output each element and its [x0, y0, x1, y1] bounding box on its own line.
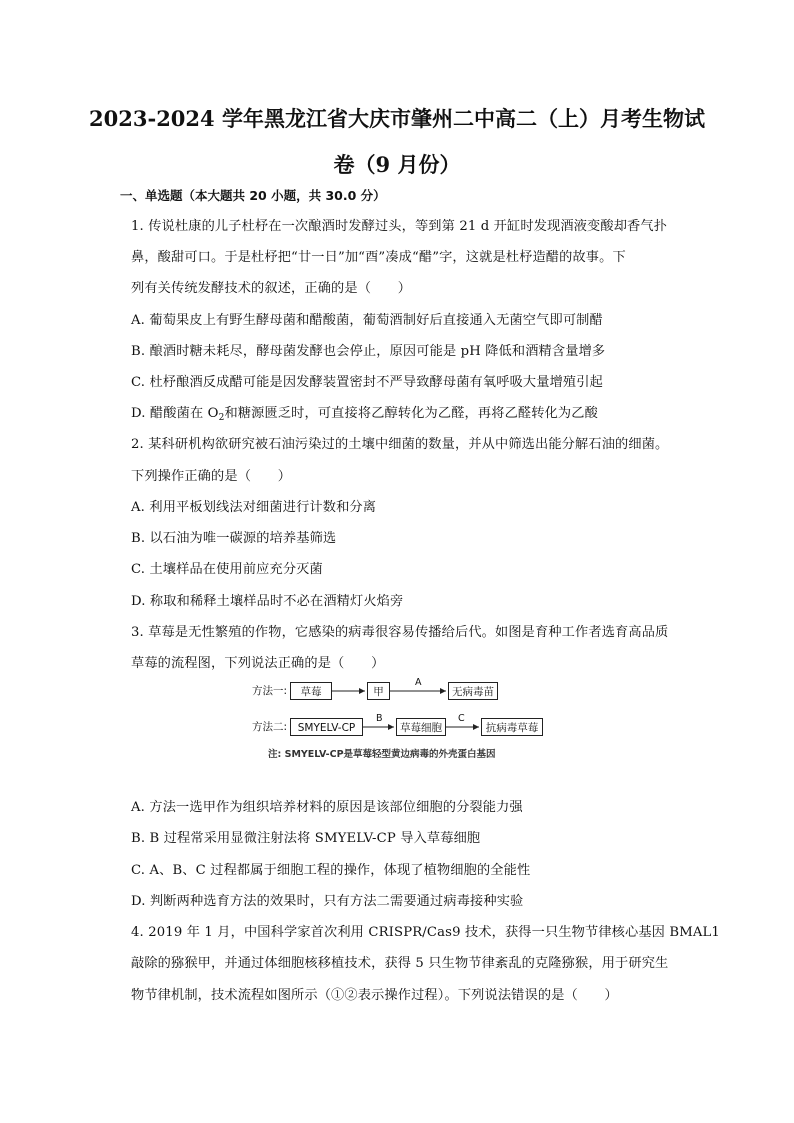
q2-stem-line-2: 下列操作正确的是（ ）	[131, 469, 292, 484]
q4-stem-line-1: 4. 2019 年 1 月，中国科学家首次利用 CRISPR/Cas9 技术，获得一只生物节律核心基因 BMAL1	[131, 925, 720, 940]
process-letter-a: A	[415, 677, 422, 688]
q4-stem-line-3: 物节律机制，技术流程如图所示（①②表示操作过程）。下列说法错误的是（ ）	[131, 988, 618, 1003]
q1-option-b: B. 酿酒时糖未耗尽，酵母菌发酵也会停止，原因可能是 pH 降低和酒精含量增多	[131, 344, 606, 359]
q2-option-d: D. 称取和稀释土壤样品时不必在酒精灯火焰旁	[131, 594, 404, 609]
q1-stem-line-3: 列有关传统发酵技术的叙述，正确的是（ ）	[131, 281, 412, 296]
q2-stem-line-1: 2. 某科研机构欲研究被石油污染过的土壤中细菌的数量，并从中筛选出能分解石油的细菌。	[131, 437, 669, 452]
section-heading: 一、单选题（本大题共 20 小题，共 30.0 分）	[120, 188, 386, 203]
box-smyelv-cp: SMYELV-CP	[290, 718, 363, 736]
q1-stem-line-1: 1. 传说杜康的儿子杜杼在一次酿酒时发酵过头，等到第 21 d 开缸时发现酒液变酸却香气扑	[131, 219, 668, 234]
q1-stem-line-2: 鼻，酸甜可口。于是杜杼把“廿一日”加“酉”凑成“醋”字，这就是杜杼造醋的故事。下	[131, 250, 626, 265]
q3-option-d: D. 判断两种选育方法的效果时，只有方法二需要通过病毒接种实验	[131, 894, 524, 909]
q2-option-a: A. 利用平板划线法对细菌进行计数和分离	[131, 500, 377, 515]
q3-option-a: A. 方法一选甲作为组织培养材料的原因是该部位细胞的分裂能力强	[131, 800, 523, 815]
q1-option-d	[131, 404, 598, 428]
page-title-line-2: 卷（9 月份）	[333, 152, 461, 177]
process-letter-c: C	[458, 713, 465, 724]
method-2-label: 方法二:	[252, 721, 288, 733]
box-kangbingdu-caomei: 抗病毒草莓	[481, 718, 543, 736]
q4-stem-line-2: 敲除的猕猴甲，并通过体细胞核移植技术，获得 5 只生物节律紊乱的克隆猕猴，用于研究生	[131, 956, 669, 971]
flowchart-figure	[250, 676, 550, 766]
page-title-line-1: 2023-2024 学年黑龙江省大庆市肇州二中高二（上）月考生物试	[89, 106, 705, 131]
box-jia: 甲	[367, 682, 390, 700]
q1-option-d-start: D. 醋酸菌在 O	[131, 406, 219, 421]
process-letter-b: B	[376, 713, 383, 724]
q3-stem-line-1: 3. 草莓是无性繁殖的作物，它感染的病毒很容易传播给后代。如图是育种工作者选育高品质	[131, 625, 669, 640]
q3-option-c: C. A、B、C 过程都属于细胞工程的操作，体现了植物细胞的全能性	[131, 863, 531, 878]
q3-option-b: B. B 过程常采用显微注射法将 SMYELV-CP 导入草莓细胞	[131, 831, 481, 846]
box-caomei-xibao: 草莓细胞	[396, 718, 446, 736]
box-caomei: 草莓	[290, 682, 332, 700]
q1-option-a: A. 葡萄果皮上有野生酵母菌和醋酸菌，葡萄酒制好后直接通入无菌空气即可制醋	[131, 313, 603, 328]
q1-option-c: C. 杜杼酿酒反成醋可能是因发酵装置密封不严导致酵母菌有氧呼吸大量增殖引起	[131, 375, 603, 390]
q1-option-d-rest: 和糖源匮乏时，可直接将乙醇转化为乙醛，再将乙醛转化为乙酸	[224, 406, 598, 421]
method-1-label: 方法一:	[252, 685, 288, 697]
box-wubingdu-miao: 无病毒苗	[448, 682, 498, 700]
q2-option-b: B. 以石油为唯一碳源的培养基筛选	[131, 531, 337, 546]
q3-stem-line-2: 草莓的流程图，下列说法正确的是（ ）	[131, 656, 385, 671]
q2-option-c: C. 土壤样品在使用前应充分灭菌	[131, 562, 323, 577]
q1-option-d-subscript: 2	[218, 413, 225, 423]
figure-note: 注: SMYELV-CP是草莓轻型黄边病毒的外壳蛋白基因	[268, 749, 496, 760]
